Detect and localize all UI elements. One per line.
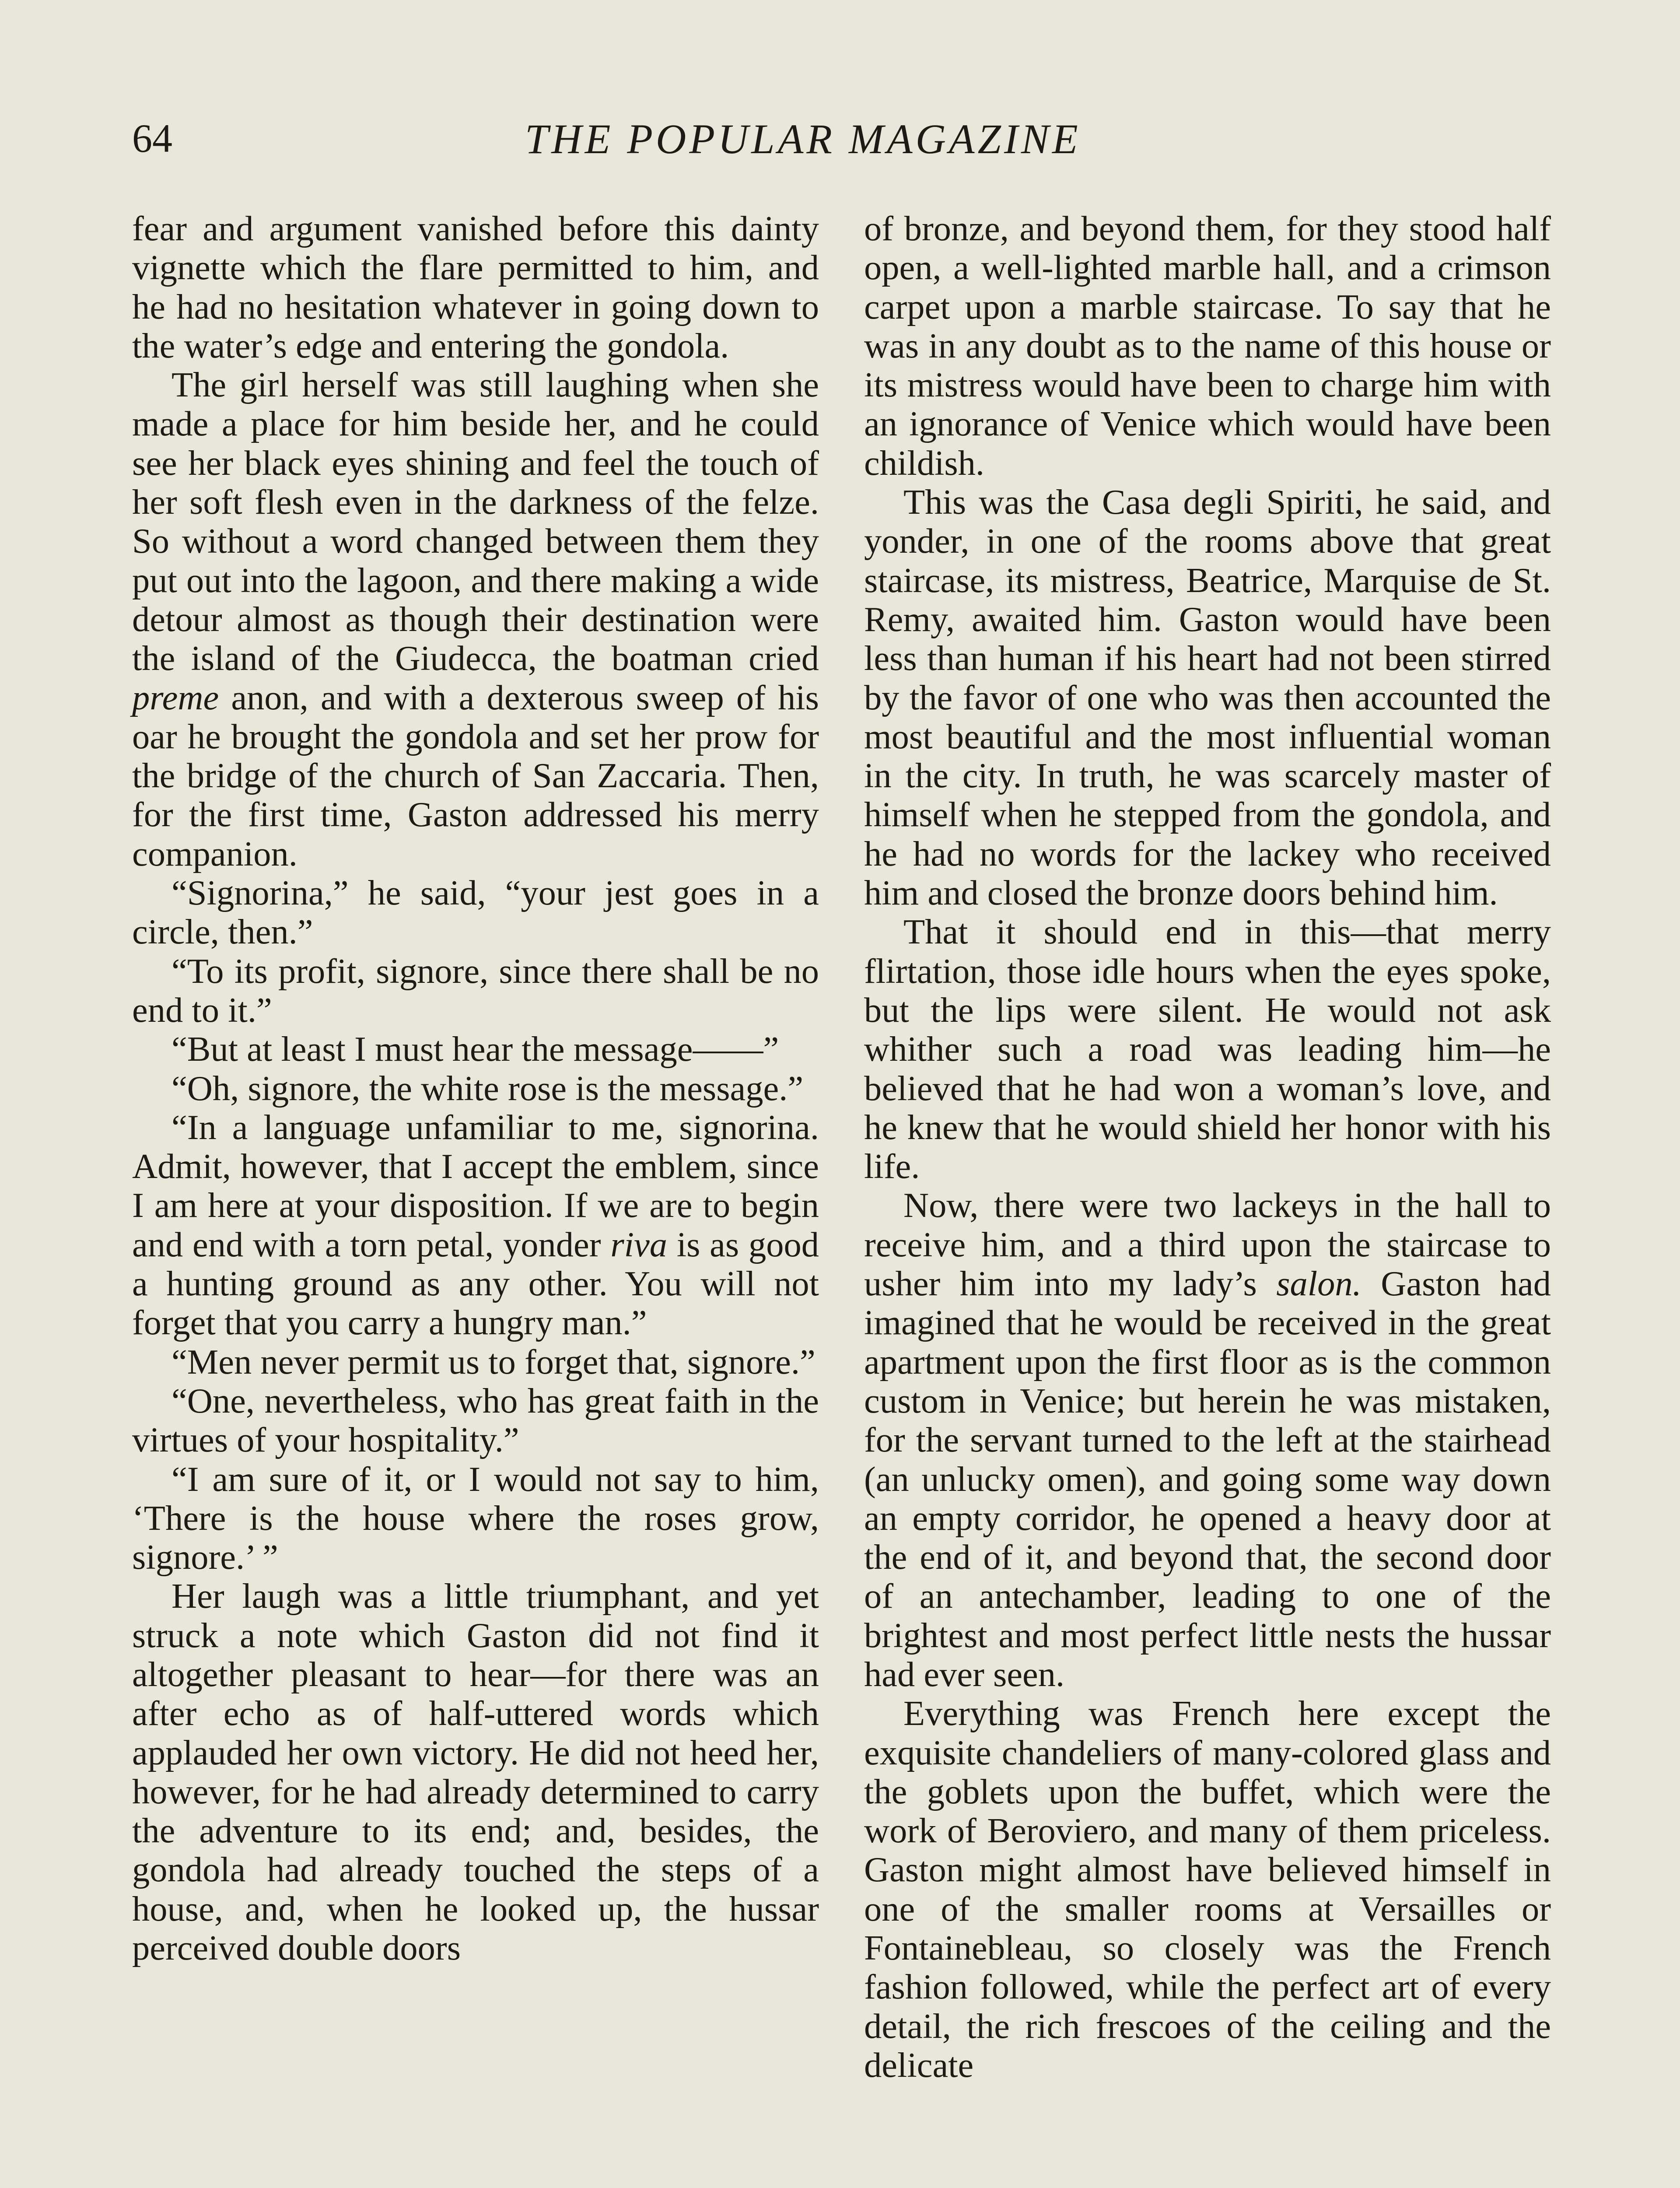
paragraph xyxy=(132,365,819,873)
left-column xyxy=(132,209,819,1967)
paragraph: fear and argument vanished before this dainty vignette which the flare permitted to him, and he had no hesitation whatever in going down to the water’s edge and entering the gondola. xyxy=(132,209,819,365)
paragraph: “Signorina,” he said, “your jest goes in a circle, then.” xyxy=(132,873,819,952)
running-head: THE POPULAR MAGAZINE xyxy=(525,116,1081,162)
text-run: Gaston had imagined that he would be received in the great apartment upon the first floor as is the common custom in Venice; but herein he was mistaken, for the servant turned to the left at the stairhead (an unlucky omen), and going some way down an empty corridor, he opened a heavy door at the end of it, and beyond that, the second door of an antechamber, leading to one of the brightest and most perfect little nests the hussar had ever seen. xyxy=(864,1264,1551,1694)
paragraph: That it should end in this—that merry flirtation, those idle hours when the eyes spoke, but the lips were silent. He would not ask whither such a road was leading him—he believed that he had won a woman’s love, and he knew that he would shield her honor with his life. xyxy=(864,912,1551,1186)
text-run: The girl herself was still laughing when she made a place for him beside her, and he could see her black eyes shining and feel the touch of her soft flesh even in the darkness of the felze. So without a word changed between them they put out into the lagoon, and there making a wide detour almost as though their destination were the island of the Giudecca, the boatman cried xyxy=(132,365,819,678)
text-run: Now, there were two lackeys in the hall to receive him, and a third upon the staircase to usher him into my lady’s xyxy=(864,1186,1551,1304)
paragraph: of bronze, and beyond them, for they stood half open, a well-lighted marble hall, and a crimson carpet upon a marble staircase. To say that he was in any doubt as to the name of this house or its mistress would have been to charge him with an ignorance of Venice which would have been childish. xyxy=(864,209,1551,483)
page-number: 64 xyxy=(132,116,172,161)
paragraph: “One, nevertheless, who has great faith in the virtues of your hospitality.” xyxy=(132,1381,819,1460)
text-run: anon, and with a dexterous sweep of his oar he brought the gondola and set her prow for the bridge of the church of San Zaccaria. Then, for the first time, Gaston addressed his merry companion. xyxy=(132,678,819,873)
italic-word: riva xyxy=(610,1225,667,1264)
paragraph: “To its profit, signore, since there shall be no end to it.” xyxy=(132,951,819,1030)
paragraph: “Men never permit us to forget that, signore.” xyxy=(172,1342,816,1382)
paragraph: “Oh, signore, the white rose is the message.” xyxy=(172,1069,804,1108)
right-column xyxy=(864,209,1551,2085)
text-run: “In a language unfamiliar to me, signorina. Admit, however, that I accept the emblem, since I am here at your disposition. If we are to begin and end with a torn petal, yonder xyxy=(132,1108,819,1264)
italic-word: salon. xyxy=(1276,1264,1362,1304)
text-run: is as good a hunting ground as any other. You will not forget that you carry a hungry man.” xyxy=(132,1225,819,1343)
paragraph xyxy=(132,1108,819,1343)
paragraph: Her laugh was a little triumphant, and yet struck a note which Gaston did not find it altogether pleasant to hear—for there was an after echo as of half-uttered words which applauded her own victory. He did not heed her, however, for he had already determined to carry the adventure to its end; and, besides, the gondola had already touched the steps of a house, and, when he looked up, the hussar perceived double doors xyxy=(132,1577,819,1968)
paragraph: Everything was French here except the exquisite chandeliers of many-colored glass and the goblets upon the buffet, which were the work of Beroviero, and many of them priceless. Gaston might almost have believed himself in one of the smaller rooms at Versailles or Fontainebleau, so closely was the French fashion followed, while the perfect art of every detail, the rich frescoes of the ceiling and the delicate xyxy=(864,1694,1551,2085)
paragraph: This was the Casa degli Spiriti, he said, and yonder, in one of the rooms above that great staircase, its mistress, Beatrice, Marquise de St. Remy, awaited him. Gaston would have been less than human if his heart had not been stirred by the favor of one who was then accounted the most beautiful and the most influential woman in the city. In truth, he was scarcely master of himself when he stepped from the gondola, and he had no words for the lackey who received him and closed the bronze doors behind him. xyxy=(864,483,1551,913)
paragraph: “But at least I must hear the message——” xyxy=(172,1030,779,1069)
italic-word: preme xyxy=(132,678,219,717)
paragraph xyxy=(864,1186,1551,1694)
paragraph: “I am sure of it, or I would not say to him, ‘There is the house where the roses grow, signore.’ ” xyxy=(132,1459,819,1577)
